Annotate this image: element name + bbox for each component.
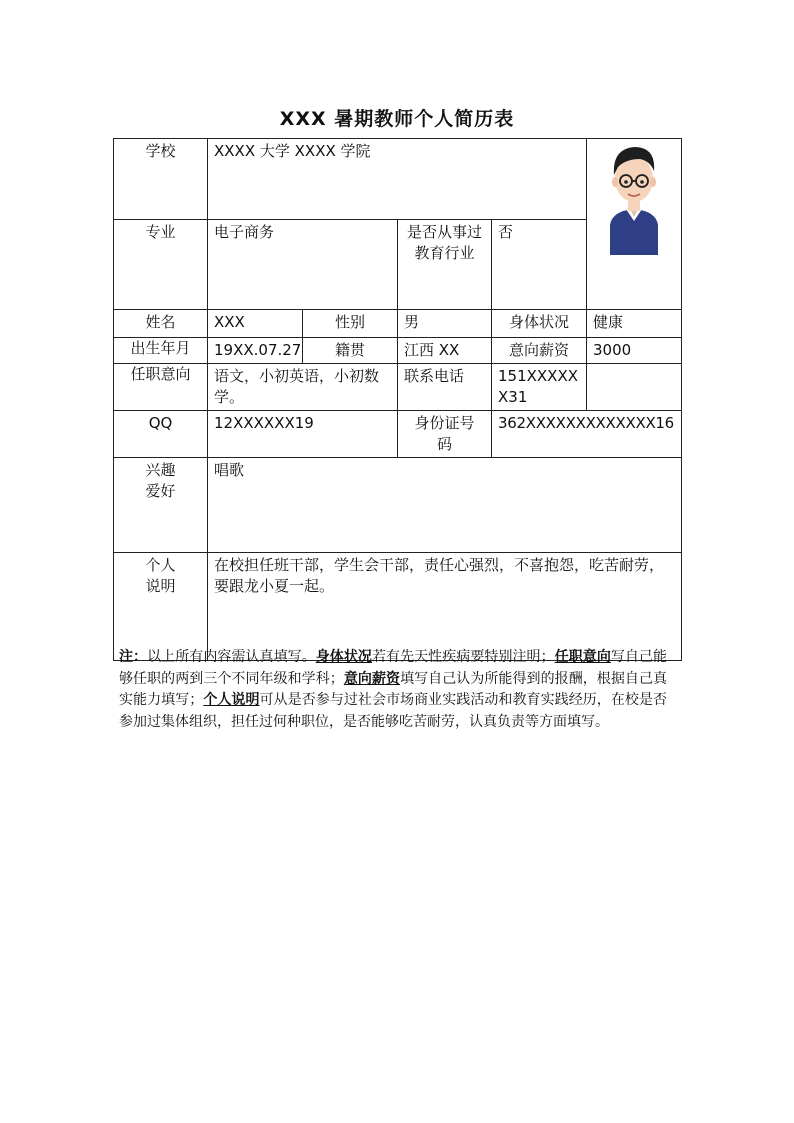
avatar	[604, 141, 664, 255]
personal-statement-label: 个人说明	[114, 553, 208, 661]
name-value: XXX	[208, 310, 303, 338]
birth-value: 19XX.07.27	[208, 338, 303, 364]
resume-table	[113, 138, 682, 661]
birth-label: 出生年月	[114, 338, 208, 364]
qq-label: QQ	[114, 411, 208, 458]
health-label: 身体状况	[492, 310, 587, 338]
personal-statement-value: 在校担任班干部，学生会干部，责任心强烈，不喜抱怨，吃苦耐劳，要跟龙小夏一起。	[208, 553, 682, 661]
page-title: XXX 暑期教师个人简历表	[279, 108, 515, 130]
school-value: XXXX 大学 XXXX 学院	[208, 139, 587, 220]
note-keyword-personal: 个人说明	[203, 692, 260, 708]
salary-value: 3000	[587, 338, 682, 364]
photo-cell	[587, 139, 682, 310]
id-number-label: 身份证号码	[398, 411, 492, 458]
major-value: 电子商务	[208, 220, 398, 310]
note-text-4: 填写自己认为所能得到的报酬，根据自己真实能力填写；	[119, 670, 668, 708]
education-experience-value: 否	[492, 220, 587, 310]
note-text-5: 可从是否参与过社会市场商业实践活动和教育实践经历，在校是否参加过集体组织，担任过何种职位，是否能够吃苦耐劳，认真负责等方面填写。	[119, 692, 668, 730]
fill-instructions-note	[119, 647, 667, 733]
id-number-value: 362XXXXXXXXXXXXX16	[492, 411, 682, 458]
note-keyword-intent: 任职意向	[554, 649, 611, 665]
qq-value: 12XXXXXX19	[208, 411, 398, 458]
major-label: 专业	[114, 220, 208, 310]
job-intent-value: 语文，小初英语，小初数学。	[208, 364, 398, 411]
note-text-2: 若有先天性疾病要特别注明；	[371, 649, 555, 665]
note-prefix: 注：	[119, 649, 148, 665]
job-intent-label: 任职意向	[114, 364, 208, 411]
hobby-label: 兴趣爱好	[114, 458, 208, 553]
note-keyword-salary: 意向薪资	[343, 670, 401, 687]
phone-value: 151XXXXXX31	[492, 364, 587, 411]
gender-value: 男	[398, 310, 492, 338]
note-text-3: 写自己能够任职的两到三个不同年级和学科；	[119, 649, 668, 687]
school-label: 学校	[114, 139, 208, 220]
origin-label: 籍贯	[303, 338, 398, 364]
empty-cell	[587, 364, 682, 411]
name-label: 姓名	[114, 310, 208, 338]
education-experience-label: 是否从事过教育行业	[398, 220, 492, 310]
phone-label: 联系电话	[398, 364, 492, 411]
hobby-value: 唱歌	[208, 458, 682, 553]
note-keyword-health: 身体状况	[315, 649, 372, 665]
origin-value: 江西 XX	[398, 338, 492, 364]
gender-label: 性别	[303, 310, 398, 338]
salary-label: 意向薪资	[492, 338, 587, 364]
note-text-1: 以上所有内容需认真填写。	[147, 649, 316, 665]
health-value: 健康	[587, 310, 682, 338]
